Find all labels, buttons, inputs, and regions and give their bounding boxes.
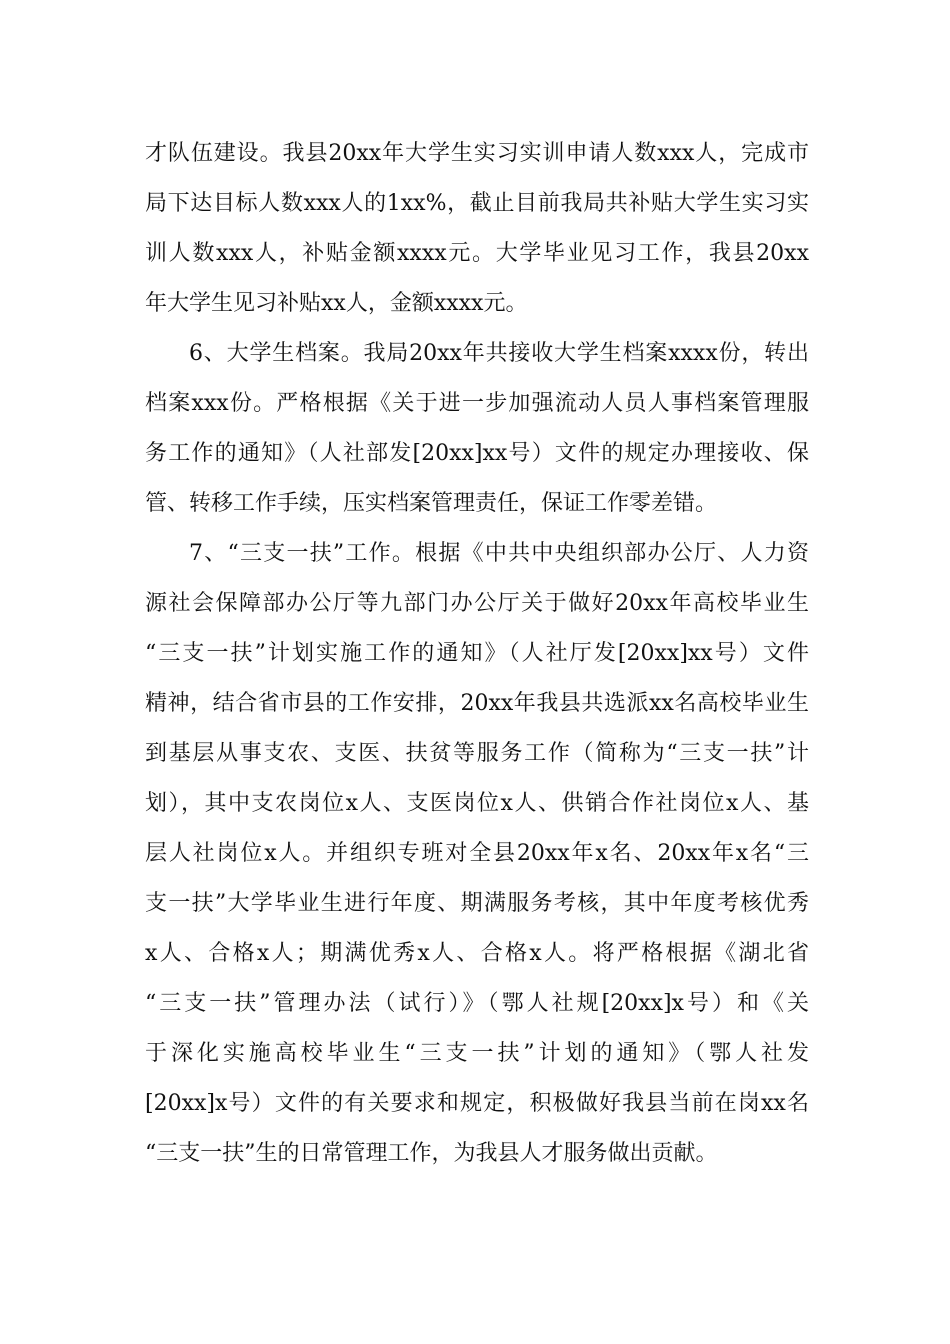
paragraph-talent-team — [145, 129, 809, 329]
text-line: 源社会保障部办公厅等九部门办公厅关于做好20xx年高校毕业生 — [145, 591, 809, 616]
text-line: “三支一扶”管理办法（试行）》（鄂人社规[20xx]x号）和《关 — [145, 991, 809, 1016]
text-line: 管、转移工作手续，压实档案管理责任，保证工作零差错。 — [145, 491, 718, 516]
text-line: “三支一扶”生的日常管理工作，为我县人才服务做出贡献。 — [145, 1141, 718, 1166]
paragraph-three-supports-one-aid — [145, 529, 809, 1179]
text-line: 训人数xxx人，补贴金额xxxx元。大学毕业见习工作，我县20xx — [145, 241, 809, 266]
text-line: 到基层从事支农、支医、扶贫等服务工作（简称为“三支一扶”计 — [145, 741, 809, 766]
text-line: 层人社岗位x人。并组织专班对全县20xx年x名、20xx年x名“三 — [145, 841, 809, 866]
text-line: 支一扶”大学毕业生进行年度、期满服务考核，其中年度考核优秀 — [145, 891, 809, 916]
text-line: 划），其中支农岗位x人、支医岗位x人、供销合作社岗位x人、基 — [145, 791, 809, 816]
text-line: “三支一扶”计划实施工作的通知》（人社厅发[20xx]xx号）文件 — [145, 641, 809, 666]
document-body — [145, 129, 809, 1179]
text-line: 精神，结合省市县的工作安排，20xx年我县共选派xx名高校毕业生 — [145, 691, 810, 716]
text-line: 7、“三支一扶”工作。根据《中共中央组织部办公厅、人力资 — [189, 541, 809, 566]
text-line: 6、大学生档案。我局20xx年共接收大学生档案xxxx份，转出 — [189, 341, 809, 366]
text-line: 局下达目标人数xxx人的1xx%，截止目前我局共补贴大学生实习实 — [145, 191, 809, 216]
text-line: 于深化实施高校毕业生“三支一扶”计划的通知》（鄂人社发 — [145, 1041, 809, 1066]
paragraph-student-archives — [145, 329, 809, 529]
text-line: [20xx]x号）文件的有关要求和规定，积极做好我县当前在岗xx名 — [145, 1091, 809, 1116]
text-line: 年大学生见习补贴xx人，金额xxxx元。 — [145, 291, 528, 316]
text-line: 档案xxx份。严格根据《关于进一步加强流动人员人事档案管理服 — [145, 391, 809, 416]
text-line: x人、合格x人；期满优秀x人、合格x人。将严格根据《湖北省 — [145, 941, 809, 966]
text-line: 才队伍建设。我县20xx年大学生实习实训申请人数xxx人，完成市 — [145, 141, 809, 166]
text-line: 务工作的通知》（人社部发[20xx]xx号）文件的规定办理接收、保 — [145, 441, 809, 466]
